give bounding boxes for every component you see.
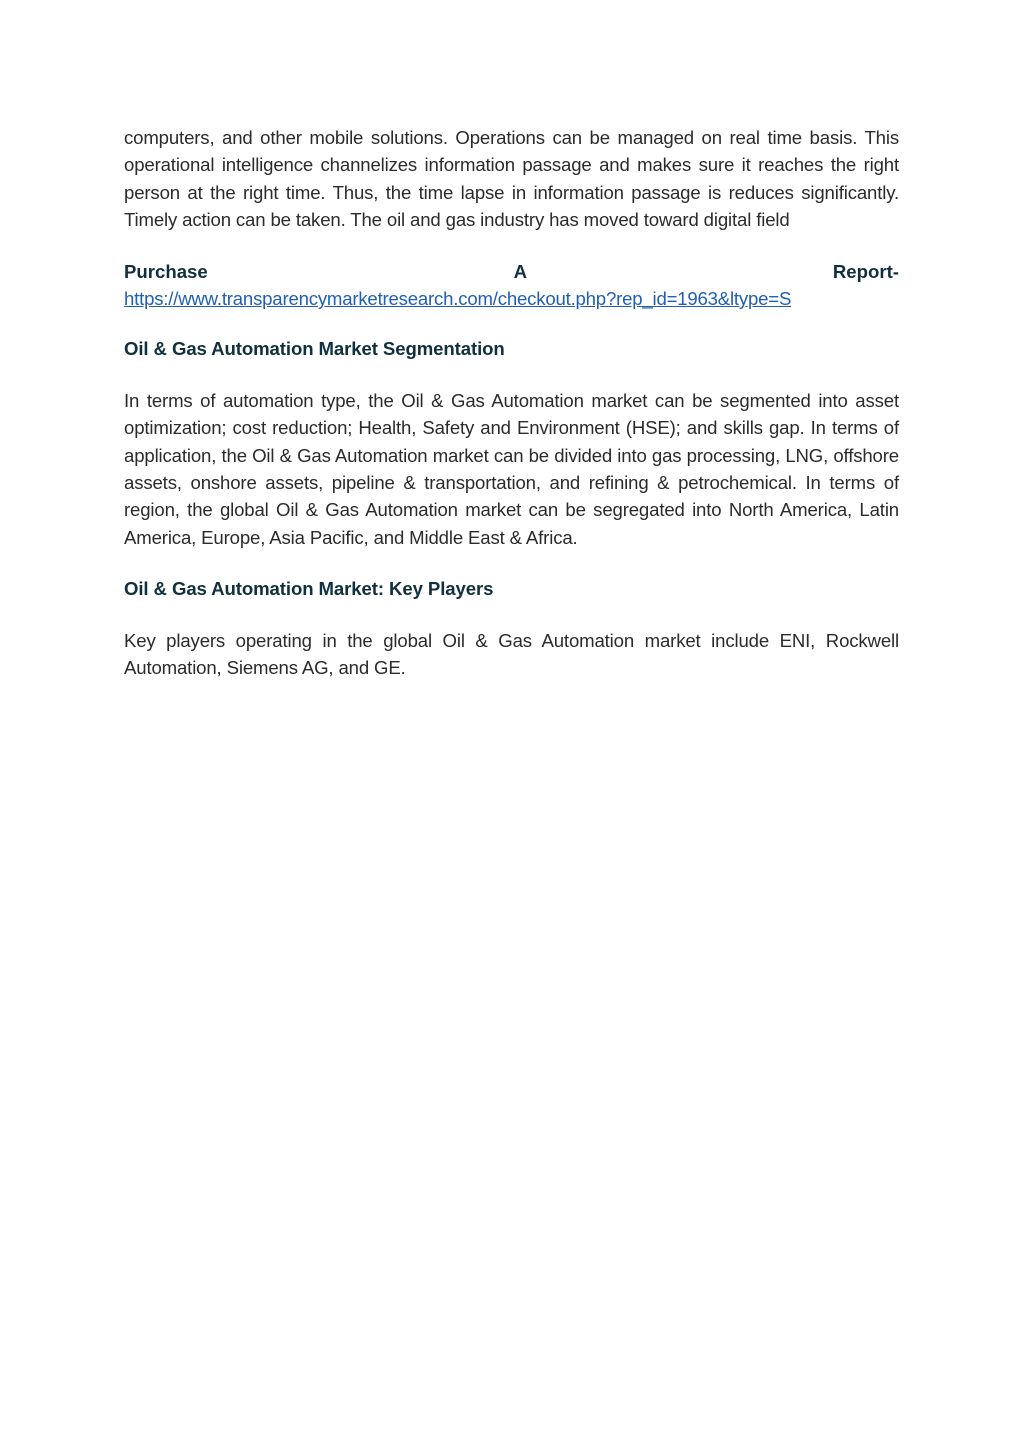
spacer <box>124 363 899 387</box>
purchase-report-link[interactable]: https://www.transparencymarketresearch.com/checkout.php?rep_id=1963&ltype=S <box>124 288 792 310</box>
spacer <box>124 603 899 627</box>
key-players-paragraph: Key players operating in the global Oil & Gas Automation market include ENI, Rockwell Automation, Siemens AG, and GE. <box>124 629 899 679</box>
purchase-word: Purchase <box>124 260 208 282</box>
document-page <box>124 124 899 682</box>
purchase-report-word: Report- <box>832 260 899 282</box>
purchase-line <box>124 258 899 285</box>
spacer <box>124 234 899 258</box>
key-players-heading: Oil & Gas Automation Market: Key Players <box>124 578 494 600</box>
segmentation-paragraph: In terms of automation type, the Oil & Gas Automation market can be segmented into asset optimization; cost reduction; Health, Safety and Environment (HSE); and skills gap. In terms of application, the Oil & Gas Automation market can be divided into gas processing, LNG, offshore assets, onshore assets, pipeline & transportation, and refining & petrochemical. In terms of region, the global Oil & Gas Automation market can be segregated into North America, Latin America, Europe, Asia Pacific, and Middle East & Africa. <box>124 389 899 548</box>
segmentation-heading: Oil & Gas Automation Market Segmentation <box>124 338 505 360</box>
spacer <box>124 551 899 575</box>
spacer <box>124 312 899 335</box>
intro-paragraph: computers, and other mobile solutions. Operations can be managed on real time basis. This operational intelligence channelizes information passage and makes sure it reaches the right person at the right time. Thus, the time lapse in information passage is reduces significantly. Timely action can be taken. The oil and gas industry has moved toward digital field <box>124 127 899 231</box>
purchase-a-word: A <box>513 260 528 282</box>
